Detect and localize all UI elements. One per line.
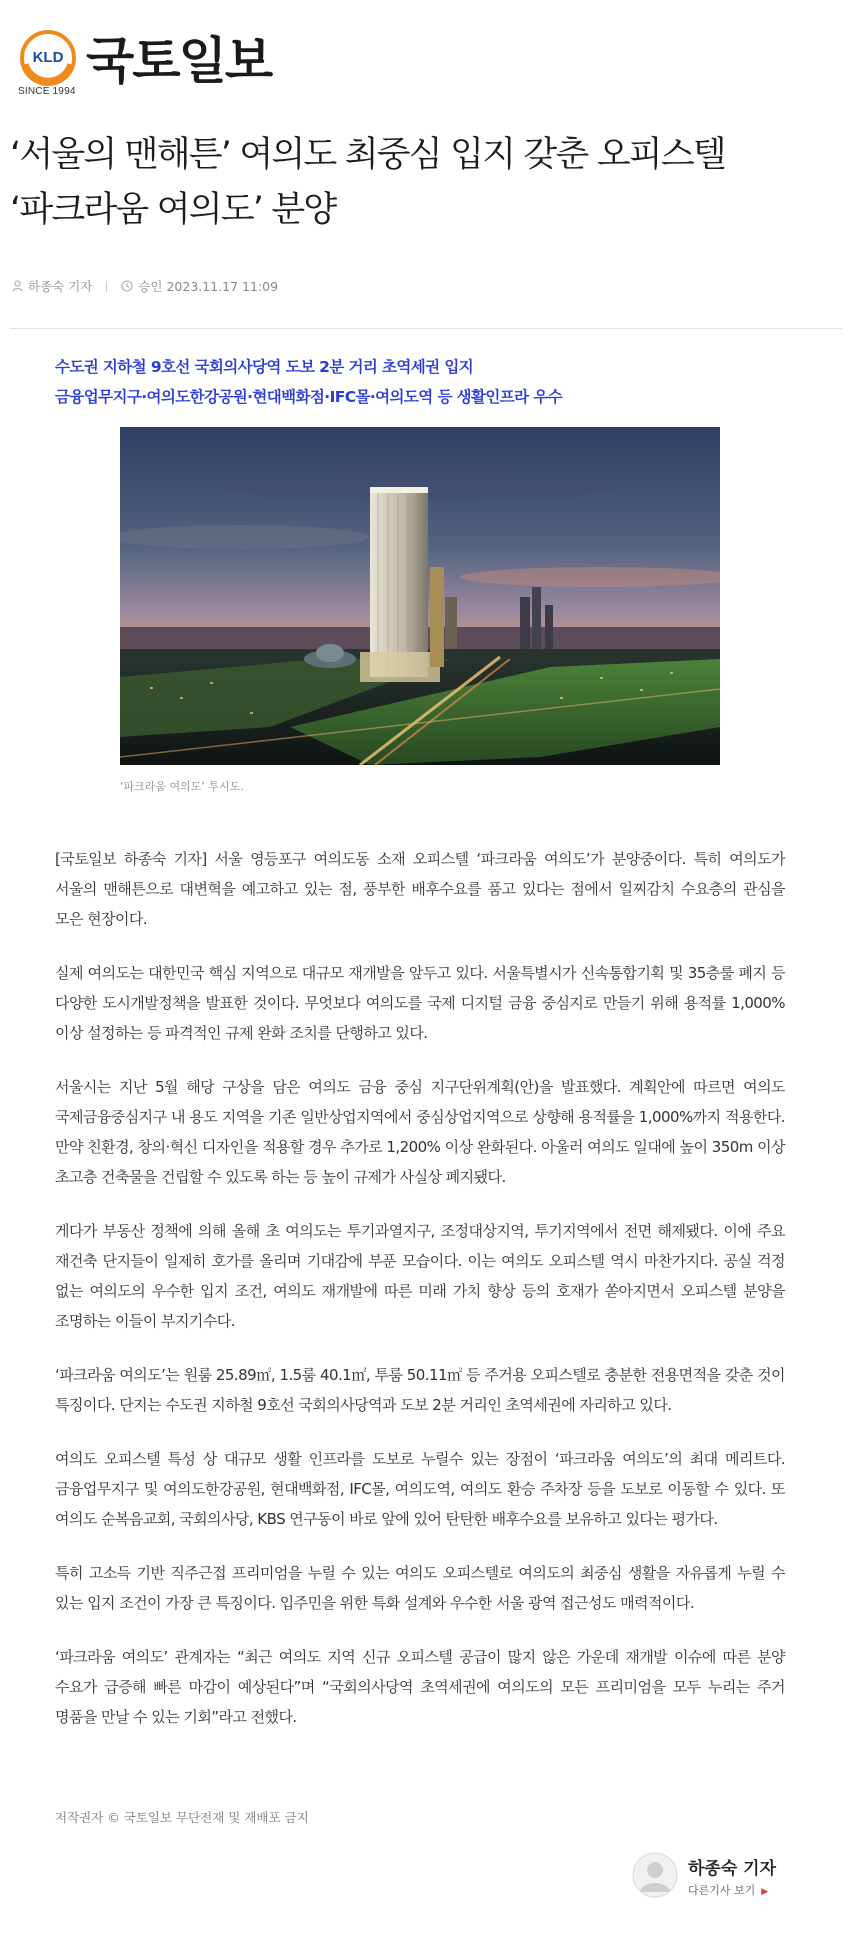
article-paragraph: 실제 여의도는 대한민국 핵심 지역으로 대규모 재개발을 앞두고 있다. 서울특별시가 신속통합기획 및 35층룰 폐지 등 다양한 도시개발정책을 발표한 것이다. 무엇보다 여의도를 국제 디지털 금융 중심지로 만들기 위해 용적률 1,000% 이상 설정하는 등 파격적인 규제 완화 조치를 단행하고 있다. [55, 964, 785, 1042]
more-articles-link[interactable] [688, 1882, 768, 1898]
byline [12, 277, 278, 295]
image-caption: ‘파크라움 여의도’ 투시도. [120, 780, 244, 793]
article-paragraph: 여의도 오피스텔 특성 상 대규모 생활 인프라를 도보로 누릴수 있는 장점이 ‘파크라움 여의도’의 최대 메리트다. 금융업무지구 및 여의도한강공원, 현대백화점, IFC몰, 여의도역, 여의도 환승 주차장 등을 도보로 이동할 수 있다. 또 여의도 순복음교회, 국회의사당, KBS 연구동이 바로 앞에 있어 탄탄한 배후수요를 보유하고 있다는 평가다. [55, 1450, 785, 1528]
article-paragraph: ‘파크라움 여의도’ 관계자는 “최근 여의도 지역 신규 오피스텔 공급이 많지 않은 가운데 재개발 이슈에 따른 분양 수요가 급증해 빠른 마감이 예상된다”며 “국회의사당역 초역세권에 여의도의 모든 프리미엄을 모두 누리는 주거 명품을 만날 수 있는 기회”라고 전했다. [55, 1648, 785, 1726]
chevron-right-icon: ▶ [761, 1887, 769, 1897]
article-title-line-2: ‘파크라움 여의도’ 분양 [10, 190, 336, 230]
article-paragraph: 게다가 부동산 정책에 의해 올해 초 여의도는 투기과열지구, 조정대상지역, 투기지역에서 전면 해제됐다. 이에 주요 재건축 단지들이 일제히 호가를 올리며 기대감에 부푼 모습이다. 이는 여의도 오피스텔 역시 마찬가지다. 공실 걱정 없는 여의도의 우수한 입지 조건, 여의도 재개발에 따른 미래 가치 향상 등의 호재가 쏟아지면서 오피스텔 분양을 조명하는 이들이 부지기수다. [55, 1222, 785, 1330]
reporter-name[interactable]: 하종숙 기자 [688, 1859, 777, 1879]
article-paragraph: ‘파크라움 여의도’는 원룸 25.89㎡, 1.5룸 40.1㎡, 투룸 50.11㎡ 등 주거용 오피스텔로 충분한 전용면적을 갖춘 것이 특징이다. 단지는 수도권 지하철 9호선 국회의사당역과 도보 2분 거리인 초역세권에 자리하고 있다. [55, 1366, 785, 1414]
avatar[interactable] [632, 1852, 678, 1898]
article-paragraph: [국토일보 하종숙 기자] 서울 영등포구 여의도동 소재 오피스텔 ‘파크라움 여의도’가 분양중이다. 특히 여의도가 서울의 맨해튼으로 대변혁을 예고하고 있는 점, 풍부한 배후수요를 품고 있다는 점에서 일찌감치 수요층의 관심을 모은 현장이다. [55, 850, 785, 928]
clock-icon [121, 280, 133, 292]
subhead-line-1: 수도권 지하철 9호선 국회의사당역 도보 2분 거리 초역세권 입지 [55, 358, 474, 376]
article-title [10, 128, 810, 238]
user-icon [12, 280, 23, 292]
article-subhead [55, 352, 795, 412]
article-paragraph: 특히 고소득 기반 직주근접 프리미엄을 누릴 수 있는 여의도 오피스텔로 여의도의 최중심 생활을 자유롭게 누릴 수 있는 입지 조건이 가장 큰 특징이다. 입주민을 위한 특화 설계와 우수한 서울 광역 접근성도 매력적이다. [55, 1564, 785, 1612]
logo-since: SINCE 1994 [18, 86, 76, 97]
kld-logo-icon[interactable] [20, 30, 76, 86]
article-title-line-1: ‘서울의 맨해튼’ 여의도 최중심 입지 갖춘 오피스텔 [10, 135, 725, 175]
byline-divider [106, 281, 107, 292]
copyright-notice: 저작권자 © 국토일보 무단전재 및 재배포 금지 [55, 1810, 309, 1825]
site-header [20, 30, 420, 100]
subhead-line-2: 금융업무지구·여의도한강공원·현대백화점·IFC몰·여의도역 등 생활인프라 우수 [55, 388, 563, 406]
byline-reporter: 하종숙 기자 [28, 279, 93, 294]
reporter-box [632, 1852, 832, 1908]
byline-approved-date: 승인 2023.11.17 11:09 [138, 279, 279, 294]
header-divider [10, 328, 842, 329]
article-image[interactable] [120, 427, 720, 765]
more-articles-label[interactable]: 다른기사 보기 [688, 1884, 756, 1897]
logo-text: KLD [32, 49, 64, 66]
article-paragraph: 서울시는 지난 5월 해당 구상을 담은 여의도 금융 중심 지구단위계획(안)을 발표했다. 계획안에 따르면 여의도 국제금융중심지구 내 용도 지역을 기존 일반상업지역에서 중심상업지역으로 상향해 용적률을 1,000%까지 적용한다. 만약 친환경, 창의·혁신 디자인을 적용할 경우 추가로 1,200% 이상 완화된다. 아울러 여의도 일대에 높이 350m 이상 초고층 건축물을 건립할 수 있도록 하는 등 높이 규제가 사실상 폐지됐다. [55, 1078, 785, 1186]
site-name[interactable]: 국토일보 [86, 32, 272, 90]
article-body [55, 844, 785, 1756]
